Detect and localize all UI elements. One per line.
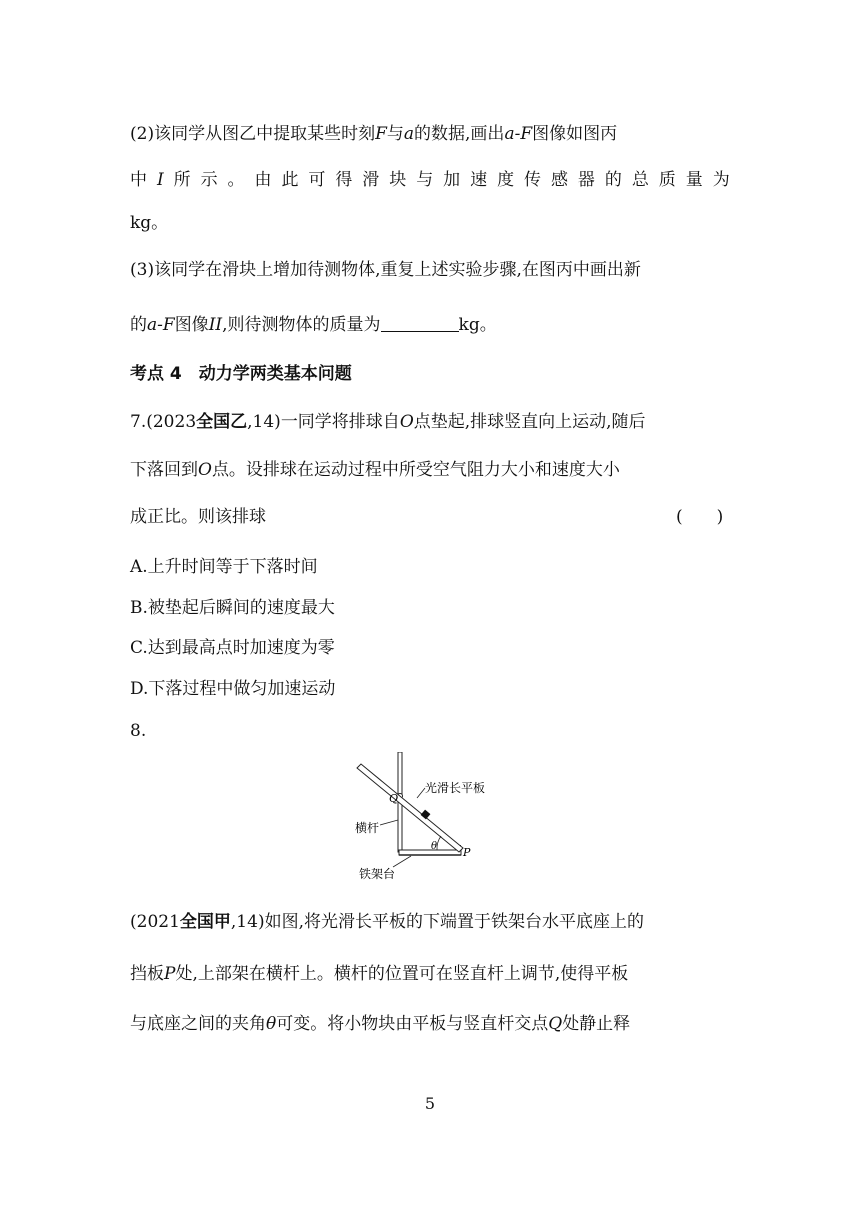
- q7-line2: 下落回到O点。设排球在运动过程中所受空气阻力大小和速度大小: [130, 460, 620, 480]
- answer-parentheses[interactable]: ( ): [676, 507, 724, 527]
- q8-line2: 挡板P处,上部架在横杆上。横杆的位置可在竖直杆上调节,使得平板: [130, 964, 629, 984]
- q6-part2-line2: 中 I 所 示 。 由 此 可 得 滑 块 与 加 速 度 传 感 器 的 总 质 量 为: [130, 170, 730, 190]
- q7-option-d: D.下落过程中做匀加速运动: [130, 679, 336, 699]
- q8-line3: 与底座之间的夹角θ可变。将小物块由平板与竖直杆交点Q处静止释: [130, 1014, 631, 1034]
- q7-option-a: A.上升时间等于下落时间: [130, 557, 318, 577]
- label-iron-stand: 铁架台: [359, 867, 396, 880]
- label-p: P: [463, 846, 471, 859]
- q6-part2-line1: (2)该同学从图乙中提取某些时刻F与a的数据,画出a-F图像如图丙: [130, 124, 618, 144]
- q6-part3-line2: 的a-F图像II,则待测物体的质量为 kg。: [130, 315, 497, 335]
- q8-line1: (2021全国甲,14)如图,将光滑长平板的下端置于铁架台水平底座上的: [130, 912, 644, 932]
- apparatus-diagram: [355, 752, 515, 880]
- q7-line3: 成正比。则该排球: [130, 507, 266, 527]
- label-q: Q: [389, 792, 399, 805]
- q7-option-b: B.被垫起后瞬间的速度最大: [130, 598, 335, 618]
- label-theta: θ: [431, 841, 438, 852]
- q7-line1: 7.(2023全国乙,14)一同学将排球自O点垫起,排球竖直向上运动,随后: [130, 412, 646, 432]
- q6-part2-line3: kg。: [130, 213, 169, 233]
- page-number: 5: [424, 1094, 436, 1113]
- answer-blank[interactable]: [381, 313, 459, 332]
- q6-part3-line1: (3)该同学在滑块上增加待测物体,重复上述实验步骤,在图丙中画出新: [130, 260, 641, 280]
- smooth-board: [357, 764, 463, 852]
- q8-number: 8.: [130, 721, 147, 741]
- incline-apparatus-figure: [355, 752, 515, 884]
- section-heading: 考点 4 动力学两类基本问题: [130, 364, 352, 384]
- label-crossbar: 横杆: [355, 821, 380, 835]
- q7-option-c: C.达到最高点时加速度为零: [130, 638, 335, 658]
- label-smooth-board: 光滑长平板: [425, 781, 486, 795]
